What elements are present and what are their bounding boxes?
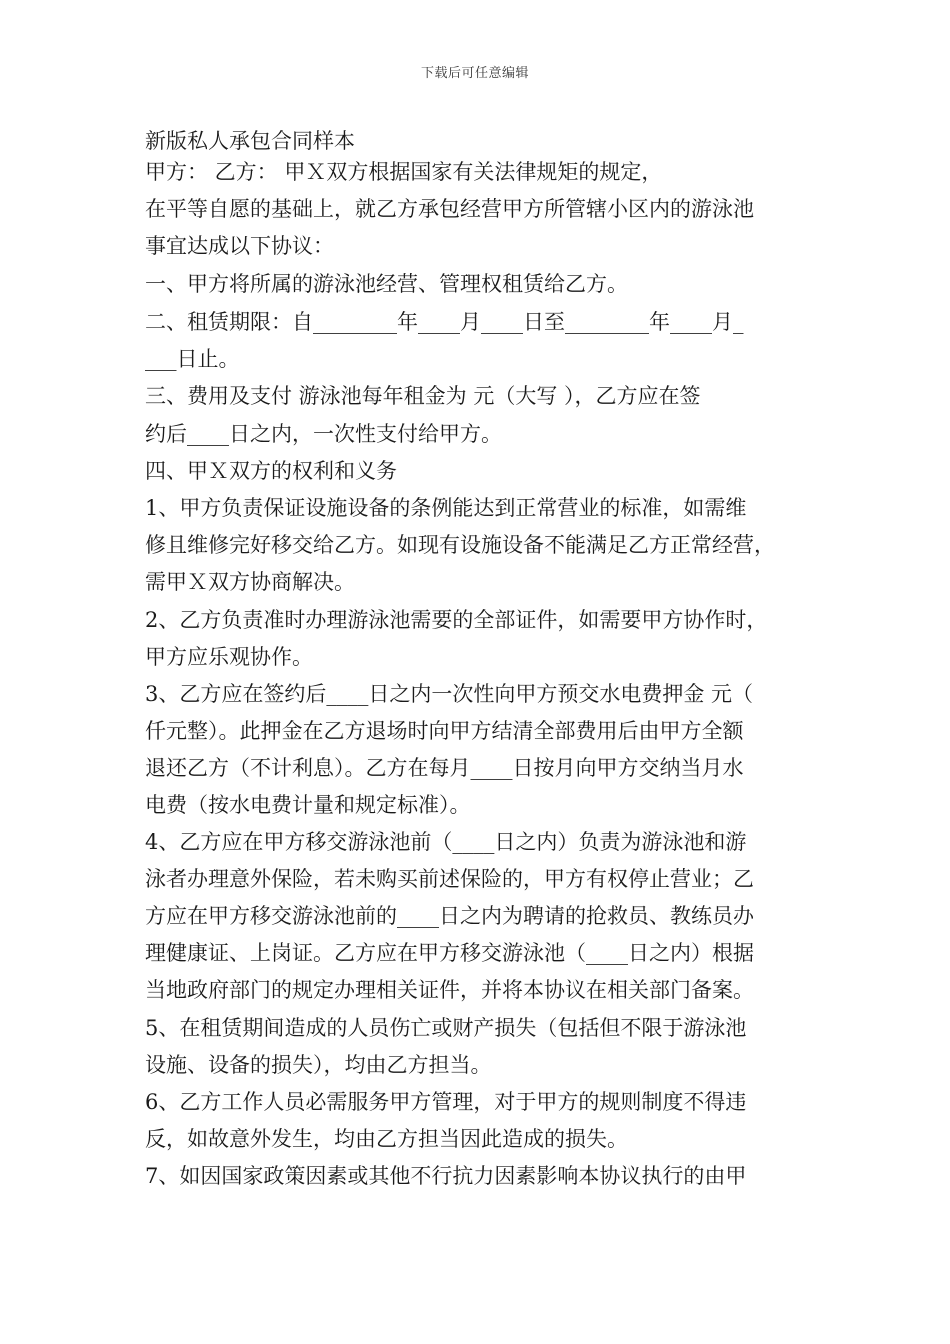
- document-line: 方应在甲方移交游泳池前的____日之内为聘请的抢救员、教练员办: [145, 904, 754, 928]
- document-line: 约后____日之内，一次性支付给甲方。: [145, 422, 502, 446]
- document-line: 退还乙方（不计利息）。乙方在每月____日按月向甲方交纳当月水: [145, 756, 744, 780]
- document-line: 电费（按水电费计量和规定标准）。: [145, 793, 471, 817]
- document-line: 当地政府部门的规定办理相关证件，并将本协议在相关部门备案。: [145, 978, 754, 1002]
- document-line: 甲方： 乙方： 甲Ｘ双方根据国家有关法律规矩的规定，: [145, 160, 663, 184]
- document-line: 2、乙方负责准时办理游泳池需要的全部证件，如需要甲方协作时，: [145, 608, 768, 632]
- document-line: 泳者办理意外保险，若未购买前述保险的，甲方有权停止营业；乙: [145, 867, 754, 891]
- document-line: 在平等自愿的基础上，就乙方承包经营甲方所管辖小区内的游泳池: [145, 197, 754, 221]
- document-line: 6、乙方工作人员必需服务甲方管理，对于甲方的规则制度不得违: [145, 1090, 747, 1114]
- document-line: 理健康证、上岗证。乙方应在甲方移交游泳池（____日之内）根据: [145, 941, 754, 965]
- document-line: 修且维修完好移交给乙方。如现有设施设备不能满足乙方正常经营，: [145, 533, 775, 557]
- document-line: 设施、设备的损失），均由乙方担当。: [145, 1053, 492, 1077]
- document-line: 1、甲方负责保证设施设备的条例能达到正常营业的标准，如需维: [145, 496, 747, 520]
- document-line: 7、如因国家政策因素或其他不行抗力因素影响本协议执行的由甲: [145, 1164, 747, 1188]
- document-line: 5、在租赁期间造成的人员伤亡或财产损失（包括但不限于游泳池: [145, 1016, 747, 1040]
- document-line: 4、乙方应在甲方移交游泳池前（____日之内）负责为游泳池和游: [145, 830, 747, 854]
- document-title: 新版私人承包合同样本: [145, 129, 355, 153]
- document-line: 需甲Ｘ双方协商解决。: [145, 570, 355, 594]
- document-line: 反，如故意外发生，均由乙方担当因此造成的损失。: [145, 1127, 628, 1151]
- document-line: 仟元整）。此押金在乙方退场时向甲方结清全部费用后由甲方全额: [145, 719, 744, 743]
- document-line: 事宜达成以下协议：: [145, 234, 334, 258]
- document-line: 四、甲Ｘ双方的权利和义务: [145, 459, 397, 483]
- document-line: 甲方应乐观协作。: [145, 645, 313, 669]
- document-line: 二、租赁期限：自________年____月____日至________年____月_: [145, 310, 744, 334]
- document-line: 3、乙方应在签约后____日之内一次性向甲方预交水电费押金 元（: [145, 682, 754, 706]
- document-line: 一、甲方将所属的游泳池经营、管理权租赁给乙方。: [145, 272, 628, 296]
- document-line: 三、费用及支付 游泳池每年租金为 元（大写 ），乙方应在签: [145, 384, 701, 408]
- page-header-note: 下载后可任意编辑: [420, 66, 529, 81]
- document-line: ___日止。: [145, 347, 240, 371]
